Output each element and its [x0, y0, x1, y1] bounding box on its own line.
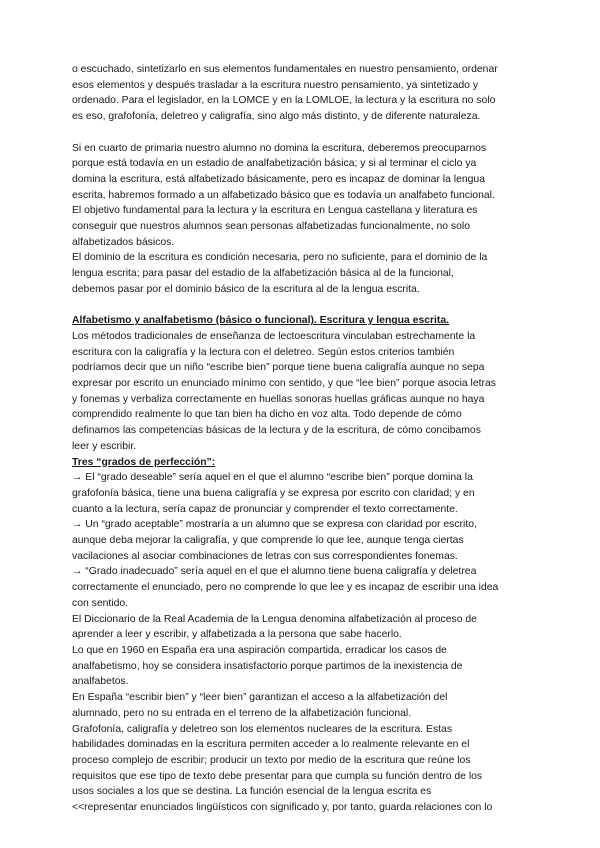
text-line: escritura con la caligrafía y la lectura con el deletreo. Según estos criterios también	[72, 346, 455, 358]
section-heading	[72, 455, 532, 471]
text-line: → El “grado deseable” sería aquel en el que el alumno “escribe bien” porque domina la	[72, 472, 473, 484]
text-line: lengua escrita; para pasar del estadio de la alfabetización básica al de la funcional,	[72, 268, 454, 280]
text-line: debemos pasar por el dominio básico de la escritura al de la lengua escrita.	[72, 283, 420, 295]
text-line: Lo que en 1960 en España era una aspiración compartida, erradicar los casos de	[72, 644, 447, 656]
text-line: vacilaciones al asociar combinaciones de letras con sus correspondientes fonemas.	[72, 550, 458, 562]
paragraph	[72, 329, 532, 455]
text-line: es eso, grafofonía, deletreo y caligrafía, sino algo más distinto, y de diferente naturaleza.	[72, 111, 481, 123]
paragraph	[72, 722, 532, 816]
text-line: Los métodos tradicionales de enseñanza de lectoescritura vinculaban estrechamente la	[72, 330, 476, 342]
text-line: definamos las competencias básicas de la lectura y de la escritura, de cómo concibamos	[72, 425, 481, 437]
text-line: alumnado, pero no su entrada en el terreno de la alfabetización funcional.	[72, 707, 412, 719]
text-line: El objetivo fundamental para la lectura y la escritura en Lengua castellana y literatura es	[72, 205, 478, 217]
text-line: requisitos que ese tipo de texto debe presentar para que cumpla su función dentro de los	[72, 770, 483, 782]
text-line: Tres “grados de perfección”:	[72, 456, 216, 468]
text-line: y fonemas y verbaliza correctamente en huellas sonoras huellas gráficas aunque no haya	[72, 393, 485, 405]
paragraph	[72, 612, 532, 643]
paragraph	[72, 62, 532, 125]
text-line: Si en cuarto de primaria nuestro alumno no domina la escritura, deberemos preocuparnos	[72, 142, 487, 154]
text-line: analfabetismo, hoy se considera insatisfactorio porque partimos de la inexistencia de	[72, 660, 463, 672]
text-line: podríamos decir que un niño “escribe bien” porque tiene buena caligrafía aunque no sepa	[72, 362, 485, 374]
text-line: aunque deba mejorar la caligrafía, y que comprende lo que lee, aunque tenga ciertas	[72, 535, 464, 547]
text-line: correctamente el enunciado, pero no comprende lo que lee y es incapaz de escribir una idea	[72, 582, 499, 594]
text-line: cuanto a la lectura, sería capaz de pronunciar y comprender el texto correctamente.	[72, 503, 458, 515]
text-line: ordenado. Para el legislador, en la LOMCE y en la LOMLOE, la lectura y la escritura no solo	[72, 95, 496, 107]
text-line: El dominio de la escritura es condición necesaria, pero no suficiente, para el dominio de la	[72, 252, 488, 264]
text-line: leer y escribir.	[72, 440, 137, 452]
paragraph	[72, 517, 532, 564]
text-line: analfabetos.	[72, 676, 129, 688]
text-line: con sentido.	[72, 597, 129, 609]
text-line: esos elementos y después trasladar a la escritura nuestro pensamiento, ya sintetizado y	[72, 79, 479, 91]
text-line: expresar por escrito un enunciado mínimo con sentido, y que “lee bien” porque asocia letras	[72, 378, 496, 390]
text-line: alfabetizados básicos.	[72, 236, 175, 248]
text-line: o escuchado, sintetizarlo en sus elementos fundamentales en nuestro pensamiento, ordenar	[72, 64, 498, 75]
text-line: domina la escritura, está alfabetizado básicamente, pero es incapaz de dominar la lengua	[72, 173, 485, 185]
paragraph	[72, 564, 532, 611]
text-line: En España “escribir bien” y “leer bien” garantizan el acceso a la alfabetización del	[72, 692, 448, 704]
text-line: porque está todavía en un estadio de analfabetización básica; y si al terminar el ciclo ya	[72, 158, 477, 170]
text-line: aprender a leer y escribir, y alfabetizada a la persona que sabe hacerlo.	[72, 629, 402, 641]
paragraph	[72, 643, 532, 690]
text-line: Grafofonía, caligrafía y deletreo son los elementos nucleares de la escritura. Estas	[72, 723, 453, 735]
text-line: <<representar enunciados lingüísticos con significado y, por tanto, guarda relaciones con lo	[72, 802, 493, 814]
text-line: comprendido realmente lo que tan bien ha dicho en voz alta. Todo depende de cómo	[72, 409, 462, 421]
text-line: proceso complejo de escribir; producir un texto por medio de la escritura que reúne los	[72, 754, 471, 766]
text-line: El Diccionario de la Real Academia de la Lengua denomina alfabetización al proceso de	[72, 613, 477, 625]
text-line: escrita, habremos formado a un alfabetizado básico que es todavía un analfabeto funcional.	[72, 189, 495, 201]
paragraph	[72, 250, 532, 297]
paragraph	[72, 141, 532, 251]
text-line: usos sociales a los que se destina. La función esencial de la lengua escrita es	[72, 786, 432, 798]
paragraph-gap	[72, 298, 532, 314]
section-heading	[72, 313, 532, 329]
paragraph	[72, 690, 532, 721]
paragraph-gap	[72, 125, 532, 141]
text-line: habilidades dominadas en la escritura permiten acceder a lo realmente relevante en el	[72, 739, 470, 751]
text-line: grafofonía básica, tiene una buena caligrafía y se expresa por escrito con claridad; y en	[72, 487, 475, 499]
paragraph	[72, 470, 532, 517]
document-page	[72, 62, 532, 816]
text-line: Alfabetismo y analfabetismo (básico o funcional). Escritura y lengua escrita.	[72, 315, 450, 327]
text-line: conseguir que nuestros alumnos sean personas alfabetizadas funcionalmente, no solo	[72, 221, 470, 233]
text-line: → “Grado inadecuado” sería aquel en el que el alumno tiene buena caligrafía y deletrea	[72, 566, 477, 578]
text-line: → Un “grado aceptable” mostraría a un alumno que se expresa con claridad por escrito,	[72, 519, 477, 531]
